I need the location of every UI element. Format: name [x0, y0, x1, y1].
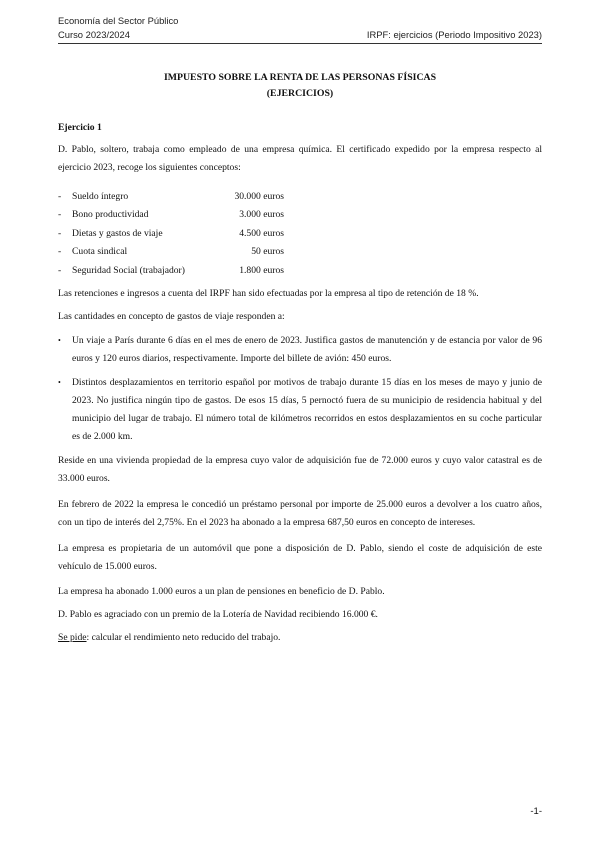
list-item [58, 243, 542, 262]
automovil-paragraph: La empresa es propietaria de un automóvil que pone a disposición de D. Pablo, siendo el coste de adquisición de este vehículo de 15.000 euros. [58, 542, 542, 572]
se-pide-text: : calcular el rendimiento neto reducido del trabajo. [86, 631, 281, 643]
exercise-heading: Ejercicio 1 [58, 122, 102, 133]
concept-label: Cuota sindical [72, 246, 128, 258]
page-header [58, 14, 542, 42]
concept-value: 3.000 euros [239, 209, 284, 221]
concept-value: 50 euros [251, 246, 284, 258]
header-subject: Economía del Sector Público [58, 15, 179, 26]
page-number: -1- [530, 806, 542, 817]
vivienda-paragraph: Reside en una vivienda propiedad de la empresa cuyo valor de adquisición fue de 72.000 euros y cuyo valor catastral es de 33.000 euros. [58, 454, 542, 484]
concepts-list [58, 187, 542, 280]
concept-label: Sueldo íntegro [72, 190, 129, 202]
list-dash: - [58, 190, 62, 202]
list-dash: - [58, 227, 62, 239]
concept-label: Seguridad Social (trabajador) [72, 264, 185, 276]
list-item [58, 332, 542, 368]
bullet-icon: • [58, 377, 61, 387]
list-dash: - [58, 246, 62, 258]
list-item [58, 206, 542, 225]
concept-value: 1.800 euros [239, 264, 284, 276]
header-divider [58, 43, 542, 44]
concept-value: 4.500 euros [239, 227, 284, 239]
exercise-intro: D. Pablo, soltero, trabaja como empleado de una empresa química. El certificado expedido por la empresa respecto al ejercicio 2023, recoge los siguientes conceptos: [58, 144, 542, 173]
concept-label: Bono productividad [72, 209, 149, 221]
prestamo-paragraph: En febrero de 2022 la empresa le concedió un préstamo personal por importe de 25.000 euros a devolver a los cuatro años, con un tipo de interés del 2,75%. En el 2023 ha abonado a la empresa 687,50 euros en concepto de intereses. [58, 498, 542, 528]
concept-label: Dietas y gastos de viaje [72, 227, 163, 239]
bullet-icon: • [58, 335, 61, 345]
document-body [58, 70, 542, 653]
se-pide-paragraph [58, 630, 542, 645]
list-dash: - [58, 264, 62, 276]
se-pide-label: Se pide [58, 631, 87, 643]
pensiones-paragraph: La empresa ha abonado 1.000 euros a un plan de pensiones en beneficio de D. Pablo. [58, 585, 385, 597]
retenciones-paragraph: Las retenciones e ingresos a cuenta del IRPF han sido efectuadas por la empresa al tipo de retención de 18 %. [58, 287, 479, 299]
concept-value: 30.000 euros [234, 190, 284, 202]
list-dash: - [58, 209, 62, 221]
document-subtitle: (EJERCICIOS) [266, 88, 334, 99]
header-topic: IRPF: ejercicios (Periodo Impositivo 2023) [366, 29, 542, 40]
list-item [58, 261, 542, 280]
bullet-text: Distintos desplazamientos en territorio español por motivos de trabajo durante 15 días en los meses de mayo y junio de 2023. No justifica ningún tipo de gastos. De esos 15 días, 5 pernoctó fuera de su municipio de residencia habitual y del municipio del lugar de trabajo. El número total de kilómetros recorridos en estos desplazamientos en su coche particular es de 2.000 km. [72, 376, 542, 442]
list-item [58, 224, 542, 243]
loteria-paragraph: D. Pablo es agraciado con un premio de la Lotería de Navidad recibiendo 16.000 €. [58, 608, 378, 620]
document-title: IMPUESTO SOBRE LA RENTA DE LAS PERSONAS FÍSICAS [163, 72, 437, 83]
gastos-intro: Las cantidades en concepto de gastos de viaje responden a: [58, 310, 285, 322]
header-course: Curso 2023/2024 [58, 29, 130, 40]
list-item [58, 187, 542, 206]
bullet-text: Un viaje a París durante 6 días en el mes de enero de 2023. Justifica gastos de manutención y de estancia por valor de 96 euros y 120 euros diarios, respectivamente. Importe del billete de avión: 450 euros. [72, 334, 542, 364]
list-item [58, 374, 542, 446]
